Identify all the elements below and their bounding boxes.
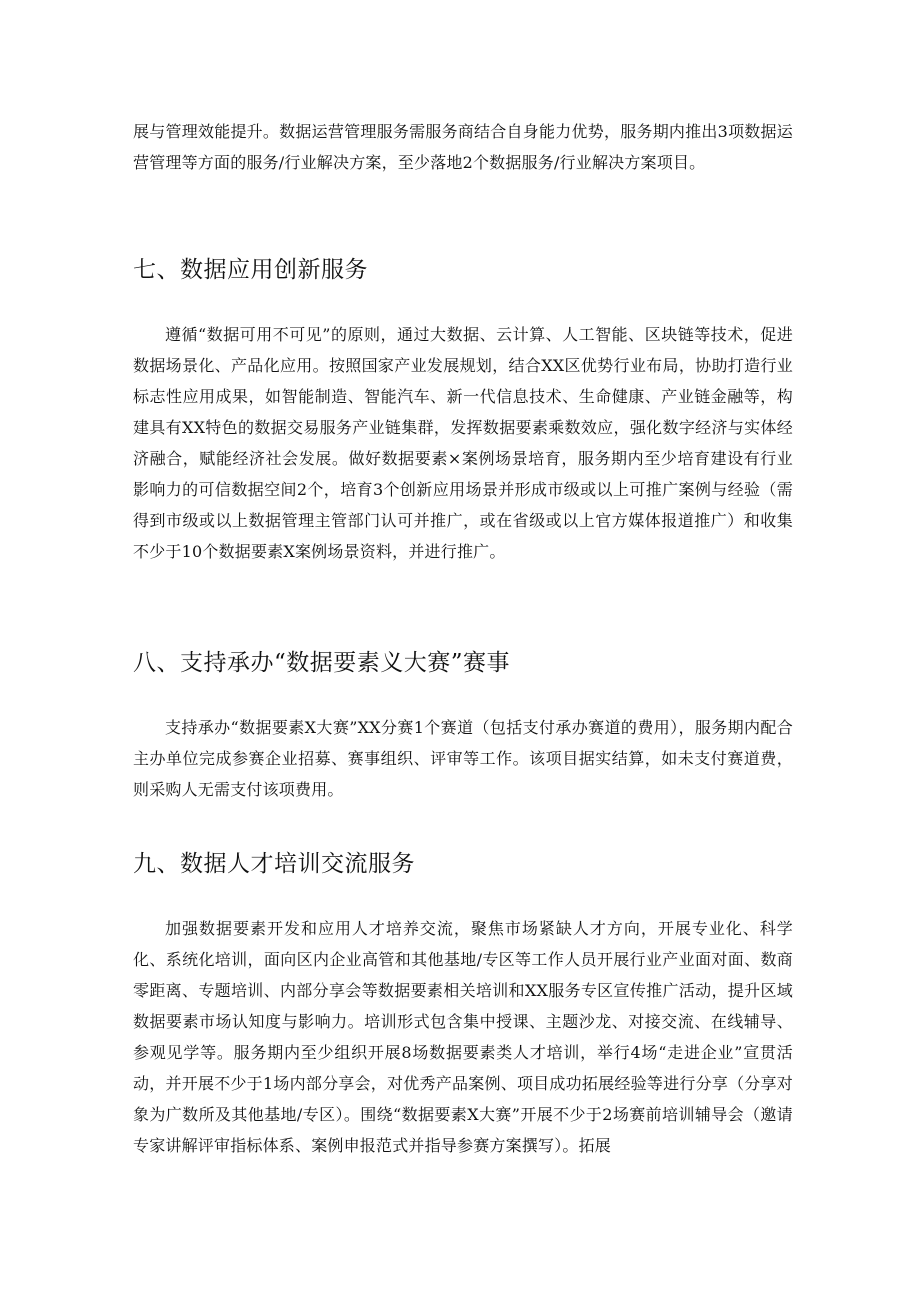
section-heading-7: 七、数据应用创新服务 — [133, 257, 368, 283]
section-paragraph-9: 加强数据要素开发和应用人才培养交流，聚焦市场紧缺人才方向，开展专业化、科学化、系统化培训，面向区内企业高管和其他基地/专区等工作人员开展行业产业面对面、数商零距离、专题培训、内部分享会等数据要素相关培训和XX服务专区宣传推广活动，提升区域数据要素市场认知度与影响力。培训形式包含集中授课、主题沙龙、对接交流、在线辅导、参观见学等。服务期内至少组织开展8场数据要素类人才培训，举行4场“走进企业”宣贯活动，并开展不少于1场内部分享会，对优秀产品案例、项目成功拓展经验等进行分享（分享对象为广数所及其他基地/专区）。围绕“数据要素X大赛”开展不少于2场赛前培训辅导会（邀请专家讲解评审指标体系、案例申报范式并指导参赛方案撰写）。拓展 — [133, 919, 793, 1155]
section-paragraph-8: 支持承办“数据要素X大赛”XX分赛1个赛道（包括支付承办赛道的费用），服务期内配合主办单位完成参赛企业招募、赛事组织、评审等工作。该项目据实结算，如未支付赛道费，则采购人无需支付该项费用。 — [133, 718, 793, 799]
section-paragraph-7: 遵循“数据可用不可见”的原则，通过大数据、云计算、人工智能、区块链等技术，促进数据场景化、产品化应用。按照国家产业发展规划，结合XX区优势行业布局，协助打造行业标志性应用成果，如智能制造、智能汽车、新一代信息技术、生命健康、产业链金融等，构建具有XX特色的数据交易服务产业链集群，发挥数据要素乘数效应，强化数字经济与实体经济融合，赋能经济社会发展。做好数据要素×案例场景培育，服务期内至少培育建设有行业影响力的可信数据空间2个，培育3个创新应用场景并形成市级或以上可推广案例与经验（需得到市级或以上数据管理主管部门认可并推广，或在省级或以上官方媒体报道推广）和收集不少于10个数据要素X案例场景资料，并进行推广。 — [133, 325, 793, 561]
intro-paragraph: 展与管理效能提升。数据运营管理服务需服务商结合自身能力优势，服务期内推出3项数据运营管理等方面的服务/行业解决方案，至少落地2个数据服务/行业解决方案项目。 — [133, 122, 793, 172]
section-heading-8: 八、支持承办“数据要素义大赛”赛事 — [133, 650, 511, 676]
section-heading-9: 九、数据人才培训交流服务 — [133, 851, 415, 877]
